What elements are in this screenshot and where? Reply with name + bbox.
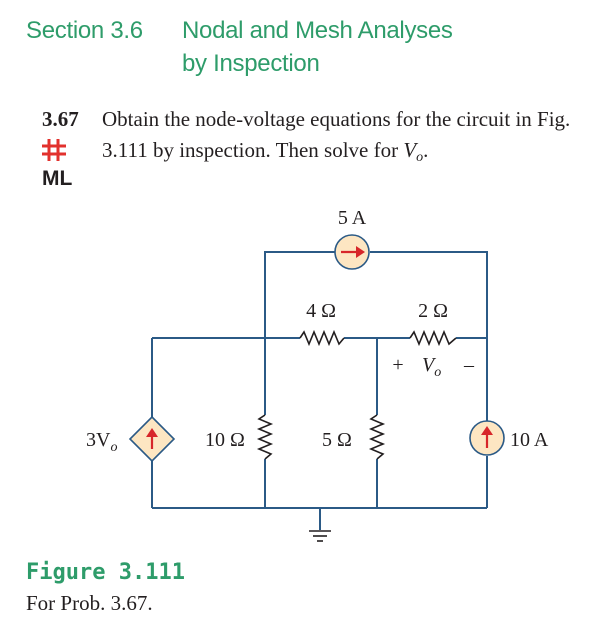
current-source-10a (470, 421, 504, 455)
resistor-4ohm (300, 332, 344, 344)
vo-minus: – (464, 354, 474, 376)
vo-label (422, 354, 441, 380)
resistor-5ohm (371, 415, 383, 459)
resistor-2ohm (410, 332, 456, 344)
label-5a: 5 A (337, 207, 367, 229)
ml-badge: ML (42, 167, 73, 190)
figure-title: Figure 3.111 (26, 560, 185, 585)
problem-text-end: . (423, 138, 429, 162)
dependent-current-source (130, 417, 174, 461)
section-number: Section 3.6 (26, 17, 143, 44)
dep-sub: o (110, 440, 118, 455)
current-source-5a (335, 235, 369, 269)
label-2ohm: 2 Ω (418, 300, 448, 322)
circuit-wires (152, 252, 487, 530)
section-title-line2: by Inspection (182, 50, 320, 77)
problem-variable-main: V (403, 138, 417, 162)
vo-plus: + (392, 354, 404, 376)
vo-var: V (422, 354, 435, 376)
problem-variable-sub: o (416, 150, 424, 165)
dep-coef: 3V (86, 429, 111, 451)
label-10a: 10 A (510, 429, 549, 451)
ground-icon (309, 531, 331, 541)
label-5ohm: 5 Ω (322, 429, 352, 451)
problem-number: 3.67 (42, 107, 79, 131)
resistor-10ohm (259, 415, 271, 459)
section-title-line1: Nodal and Mesh Analyses (182, 17, 453, 44)
problem-text: Obtain the node-voltage equations for the circuit in Fig. 3.111 by inspection. Then solve for (102, 107, 571, 162)
figure-caption: For Prob. 3.67. (26, 591, 153, 615)
vo-sub: o (434, 365, 442, 380)
label-4ohm: 4 Ω (306, 300, 336, 322)
label-dep-source (86, 429, 117, 455)
label-10ohm: 10 Ω (205, 429, 245, 451)
